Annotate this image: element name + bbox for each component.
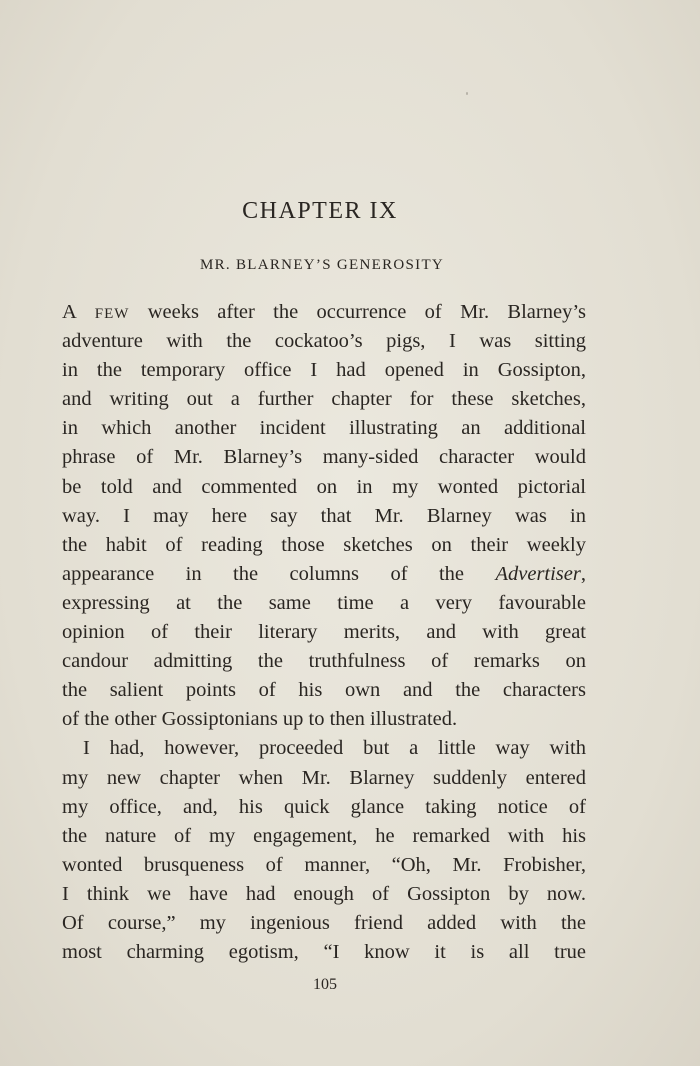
text-line — [62, 298, 586, 327]
text-line-content: appearance in the columns of the — [62, 562, 496, 585]
text-line: most charming egotism, “I know it is all true — [62, 941, 586, 964]
paragraph-opening: A FEW — [62, 301, 130, 323]
text-line: Of course,” my ingenious friend added with the — [62, 911, 586, 934]
chapter-title: CHAPTER IX — [242, 198, 398, 224]
body-text — [62, 298, 586, 967]
text-line: of the other Gossiptonians up to then illustrated. — [62, 708, 458, 731]
paper-speck — [466, 92, 468, 95]
text-line: my new chapter when Mr. Blarney suddenly entered — [62, 766, 586, 789]
text-line: in the temporary office I had opened in Gossipton, — [62, 359, 586, 382]
italic-title: Advertiser — [495, 562, 581, 585]
text-line: the habit of reading those sketches on their weekly — [62, 533, 586, 556]
text-line: my office, and, his quick glance taking notice of — [62, 795, 586, 818]
text-line: the nature of my engagement, he remarked with his — [62, 824, 586, 847]
text-line: opinion of their literary merits, and with great — [62, 621, 586, 644]
text-line: phrase of Mr. Blarney’s many-sided character would — [62, 446, 586, 469]
text-line-content: , — [580, 562, 586, 585]
text-line: candour admitting the truthfulness of remarks on — [62, 650, 586, 673]
text-line-content: I had, however, proceeded but a little way with — [83, 737, 586, 760]
text-line: adventure with the cockatoo’s pigs, I was sitting — [62, 330, 586, 353]
chapter-subtitle: MR. BLARNEY’S GENEROSITY — [199, 257, 445, 273]
text-line — [62, 734, 586, 763]
text-line-content: weeks after the occurrence of Mr. Blarney’s — [129, 301, 586, 323]
text-line: wonted brusqueness of manner, “Oh, Mr. Frobisher, — [62, 853, 586, 876]
text-line: expressing at the same time a very favourable — [62, 591, 586, 614]
text-line: way. I may here say that Mr. Blarney was in — [62, 504, 586, 527]
text-line: in which another incident illustrating an additional — [62, 417, 586, 440]
text-line — [62, 560, 586, 589]
text-line: be told and commented on in my wonted pictorial — [62, 475, 586, 498]
text-line: I think we have had enough of Gossipton by now. — [62, 882, 586, 905]
text-line: and writing out a further chapter for these sketches, — [62, 388, 586, 411]
text-line: the salient points of his own and the characters — [62, 679, 586, 702]
page-number: 105 — [313, 976, 337, 993]
